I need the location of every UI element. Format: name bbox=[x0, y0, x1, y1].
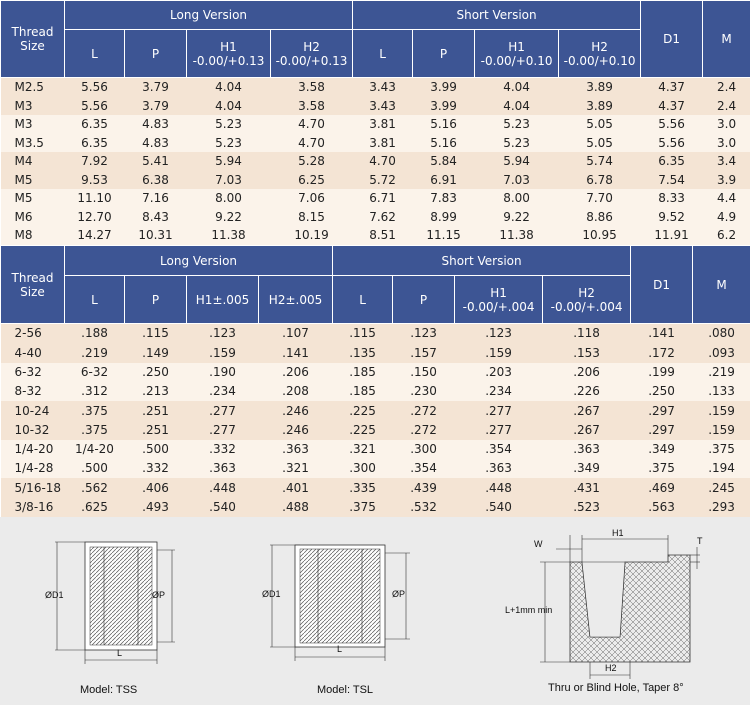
dimension-cell: .363 bbox=[259, 440, 333, 459]
dimension-cell: .199 bbox=[631, 363, 693, 382]
dimension-cell: .172 bbox=[631, 343, 693, 362]
dimension-cell: 6.35 bbox=[65, 115, 125, 134]
imperial-short-col-header: H1 -0.00/+.004 bbox=[455, 276, 543, 324]
dimension-cell: 3.58 bbox=[271, 97, 353, 116]
dimension-cell: .159 bbox=[693, 401, 750, 420]
metric-long-col-header: H2 -0.00/+0.13 bbox=[271, 30, 353, 78]
dimension-cell: 4.4 bbox=[703, 189, 750, 208]
dimension-cell: 5.56 bbox=[641, 134, 703, 153]
thread-size-cell: 4-40 bbox=[1, 343, 65, 362]
technical-drawings-panel bbox=[0, 517, 750, 705]
hole-w-label: W bbox=[534, 539, 543, 549]
dimension-cell: 6.78 bbox=[559, 171, 641, 190]
dimension-cell: .297 bbox=[631, 421, 693, 440]
dimension-cell: .277 bbox=[455, 421, 543, 440]
dimension-cell: .563 bbox=[631, 498, 693, 517]
dimension-cell: .540 bbox=[187, 498, 259, 517]
imperial-m-header: M bbox=[693, 246, 750, 324]
imperial-long-col-header: P bbox=[125, 276, 187, 324]
dimension-cell: 5.56 bbox=[641, 115, 703, 134]
dimension-cell: 8.00 bbox=[187, 189, 271, 208]
dimension-cell: 5.56 bbox=[65, 97, 125, 116]
thread-size-cell: M5 bbox=[1, 189, 65, 208]
dimension-cell: 14.27 bbox=[65, 226, 125, 245]
dimension-cell: .135 bbox=[333, 343, 393, 362]
dimension-cell: .123 bbox=[393, 324, 455, 344]
dimension-cell: 4.9 bbox=[703, 208, 750, 227]
dimension-cell: .213 bbox=[125, 382, 187, 401]
dimension-cell: 4.83 bbox=[125, 134, 187, 153]
dimension-cell: .540 bbox=[455, 498, 543, 517]
table-row bbox=[1, 459, 750, 478]
dimension-cell: 4.37 bbox=[641, 97, 703, 116]
dimension-cell: 8.15 bbox=[271, 208, 353, 227]
dimension-cell: .375 bbox=[65, 401, 125, 420]
thread-size-cell: M3 bbox=[1, 97, 65, 116]
dimension-cell: .277 bbox=[187, 401, 259, 420]
dimension-cell: .115 bbox=[333, 324, 393, 344]
metric-short-col-header: P bbox=[413, 30, 475, 78]
dimension-cell: .250 bbox=[125, 363, 187, 382]
imperial-d1-header: D1 bbox=[631, 246, 693, 324]
dimension-cell: .234 bbox=[187, 382, 259, 401]
dimension-cell: 5.16 bbox=[413, 134, 475, 153]
dimension-cell: 4.70 bbox=[271, 134, 353, 153]
metric-short-col-header: H1 -0.00/+0.10 bbox=[475, 30, 559, 78]
thread-size-cell: M5 bbox=[1, 171, 65, 190]
dimension-cell: .188 bbox=[65, 324, 125, 344]
imperial-short-col-header: L bbox=[333, 276, 393, 324]
thread-size-cell: M2.5 bbox=[1, 78, 65, 97]
dimension-cell: 3.58 bbox=[271, 78, 353, 97]
dimension-cell: 5.56 bbox=[65, 78, 125, 97]
dimension-cell: 3.81 bbox=[353, 134, 413, 153]
dimension-cell: 5.84 bbox=[413, 152, 475, 171]
dimension-cell: .157 bbox=[393, 343, 455, 362]
table-row bbox=[1, 115, 750, 134]
dimension-cell: 8.00 bbox=[475, 189, 559, 208]
dimension-cell: 8.86 bbox=[559, 208, 641, 227]
dimension-cell: .251 bbox=[125, 401, 187, 420]
metric-dimension-table bbox=[0, 0, 750, 245]
dimension-cell: 5.41 bbox=[125, 152, 187, 171]
tss-l-label: L bbox=[117, 648, 122, 658]
dimension-cell: .267 bbox=[543, 401, 631, 420]
dimension-cell: .354 bbox=[455, 440, 543, 459]
dimension-cell: 11.38 bbox=[187, 226, 271, 245]
thread-size-cell: 5/16-18 bbox=[1, 478, 65, 497]
thread-size-cell: 6-32 bbox=[1, 363, 65, 382]
dimension-cell: .363 bbox=[455, 459, 543, 478]
dimension-cell: 2.4 bbox=[703, 78, 750, 97]
dimension-cell: .297 bbox=[631, 401, 693, 420]
dimension-cell: 7.03 bbox=[187, 171, 271, 190]
dimension-cell: .208 bbox=[259, 382, 333, 401]
imperial-long-version-header: Long Version bbox=[65, 246, 333, 276]
metric-long-col-header: P bbox=[125, 30, 187, 78]
dimension-cell: .272 bbox=[393, 401, 455, 420]
dimension-cell: .401 bbox=[259, 478, 333, 497]
table-row bbox=[1, 152, 750, 171]
dimension-cell: 4.04 bbox=[475, 97, 559, 116]
table-row bbox=[1, 208, 750, 227]
metric-long-col-header: L bbox=[65, 30, 125, 78]
dimension-cell: 4.04 bbox=[475, 78, 559, 97]
dimension-cell: .431 bbox=[543, 478, 631, 497]
dimension-cell: 3.99 bbox=[413, 97, 475, 116]
table-row bbox=[1, 324, 750, 344]
dimension-cell: .234 bbox=[455, 382, 543, 401]
dimension-cell: .332 bbox=[187, 440, 259, 459]
thread-size-cell: M3.5 bbox=[1, 134, 65, 153]
dimension-cell: 5.74 bbox=[559, 152, 641, 171]
dimension-cell: .159 bbox=[187, 343, 259, 362]
dimension-cell: .272 bbox=[393, 421, 455, 440]
dimension-cell: .246 bbox=[259, 401, 333, 420]
dimension-cell: .321 bbox=[259, 459, 333, 478]
dimension-cell: .277 bbox=[455, 401, 543, 420]
dimension-cell: .141 bbox=[631, 324, 693, 344]
dimension-cell: .206 bbox=[259, 363, 333, 382]
table-row bbox=[1, 78, 750, 97]
dimension-cell: .375 bbox=[631, 459, 693, 478]
thread-size-cell: 10-24 bbox=[1, 401, 65, 420]
dimension-cell: 4.83 bbox=[125, 115, 187, 134]
dimension-cell: 4.04 bbox=[187, 78, 271, 97]
dimension-cell: .133 bbox=[693, 382, 750, 401]
metric-short-version-header: Short Version bbox=[353, 1, 641, 30]
dimension-cell: .185 bbox=[333, 363, 393, 382]
table-row bbox=[1, 363, 750, 382]
hole-drawing bbox=[505, 528, 703, 679]
dimension-cell: 3.4 bbox=[703, 152, 750, 171]
dimension-cell: .185 bbox=[333, 382, 393, 401]
dimension-cell: .251 bbox=[125, 421, 187, 440]
dimension-cell: 3.0 bbox=[703, 115, 750, 134]
dimension-cell: 10.19 bbox=[271, 226, 353, 245]
dimension-cell: 5.23 bbox=[187, 115, 271, 134]
tsl-caption: Model: TSL bbox=[317, 684, 373, 696]
dimension-cell: 8.33 bbox=[641, 189, 703, 208]
dimension-cell: .406 bbox=[125, 478, 187, 497]
dimension-cell: 3.79 bbox=[125, 78, 187, 97]
dimension-cell: .203 bbox=[455, 363, 543, 382]
dimension-cell: .277 bbox=[187, 421, 259, 440]
dimension-cell: .375 bbox=[65, 421, 125, 440]
technical-drawings-svg bbox=[0, 517, 750, 705]
imperial-long-col-header: H2±.005 bbox=[259, 276, 333, 324]
dimension-cell: .267 bbox=[543, 421, 631, 440]
dimension-cell: .219 bbox=[693, 363, 750, 382]
dimension-cell: .219 bbox=[65, 343, 125, 362]
table-row bbox=[1, 478, 750, 497]
dimension-cell: .159 bbox=[455, 343, 543, 362]
tss-p-label: ØP bbox=[152, 590, 165, 600]
table-row bbox=[1, 97, 750, 116]
tss-drawing bbox=[45, 542, 175, 664]
imperial-short-col-header: H2 -0.00/+.004 bbox=[543, 276, 631, 324]
metric-thread-size-header: Thread Size bbox=[1, 1, 65, 78]
metric-short-col-header: H2 -0.00/+0.10 bbox=[559, 30, 641, 78]
thread-size-cell: 10-32 bbox=[1, 421, 65, 440]
dimension-cell: 3.99 bbox=[413, 78, 475, 97]
dimension-cell: .300 bbox=[333, 459, 393, 478]
dimension-cell: 8.99 bbox=[413, 208, 475, 227]
table-row bbox=[1, 382, 750, 401]
dimension-cell: 5.94 bbox=[187, 152, 271, 171]
table-row bbox=[1, 171, 750, 190]
dimension-cell: 7.16 bbox=[125, 189, 187, 208]
dimension-cell: 7.70 bbox=[559, 189, 641, 208]
dimension-cell: 6.38 bbox=[125, 171, 187, 190]
tsl-l-label: L bbox=[337, 644, 342, 654]
dimension-cell: 9.22 bbox=[475, 208, 559, 227]
dimension-cell: 3.81 bbox=[353, 115, 413, 134]
metric-short-col-header: L bbox=[353, 30, 413, 78]
thread-size-cell: 1/4-28 bbox=[1, 459, 65, 478]
dimension-cell: 8.43 bbox=[125, 208, 187, 227]
table-row bbox=[1, 226, 750, 245]
dimension-cell: .080 bbox=[693, 324, 750, 344]
dimension-cell: .363 bbox=[543, 440, 631, 459]
dimension-cell: .523 bbox=[543, 498, 631, 517]
dimension-cell: .335 bbox=[333, 478, 393, 497]
dimension-cell: 4.70 bbox=[353, 152, 413, 171]
dimension-cell: 11.91 bbox=[641, 226, 703, 245]
dimension-cell: .194 bbox=[693, 459, 750, 478]
dimension-cell: 2.4 bbox=[703, 97, 750, 116]
metric-subheader-row bbox=[1, 30, 750, 78]
dimension-cell: 7.83 bbox=[413, 189, 475, 208]
dimension-cell: 11.10 bbox=[65, 189, 125, 208]
dimension-cell: 5.28 bbox=[271, 152, 353, 171]
dimension-cell: .093 bbox=[693, 343, 750, 362]
dimension-cell: .159 bbox=[693, 421, 750, 440]
dimension-cell: .149 bbox=[125, 343, 187, 362]
dimension-cell: 5.16 bbox=[413, 115, 475, 134]
dimension-cell: 5.72 bbox=[353, 171, 413, 190]
dimension-cell: .141 bbox=[259, 343, 333, 362]
dimension-cell: .448 bbox=[455, 478, 543, 497]
imperial-thread-size-header: Thread Size bbox=[1, 246, 65, 324]
dimension-cell: 11.15 bbox=[413, 226, 475, 245]
dimension-cell: 6.35 bbox=[641, 152, 703, 171]
imperial-long-col-header: L bbox=[65, 276, 125, 324]
dimension-cell: .123 bbox=[455, 324, 543, 344]
tsl-p-label: ØP bbox=[392, 589, 405, 599]
dimension-cell: .562 bbox=[65, 478, 125, 497]
table-row bbox=[1, 498, 750, 517]
dimension-cell: .349 bbox=[543, 459, 631, 478]
dimension-cell: .118 bbox=[543, 324, 631, 344]
dimension-cell: 4.70 bbox=[271, 115, 353, 134]
dimension-cell: .349 bbox=[631, 440, 693, 459]
dimension-cell: .439 bbox=[393, 478, 455, 497]
dimension-cell: 6.25 bbox=[271, 171, 353, 190]
dimension-cell: 5.23 bbox=[475, 115, 559, 134]
dimension-cell: .500 bbox=[65, 459, 125, 478]
metric-long-col-header: H1 -0.00/+0.13 bbox=[187, 30, 271, 78]
dimension-cell: .375 bbox=[333, 498, 393, 517]
dimension-cell: .246 bbox=[259, 421, 333, 440]
dimension-cell: .375 bbox=[693, 440, 750, 459]
dimension-cell: 5.94 bbox=[475, 152, 559, 171]
tss-caption: Model: TSS bbox=[80, 684, 137, 696]
dimension-cell: .312 bbox=[65, 382, 125, 401]
dimension-cell: .293 bbox=[693, 498, 750, 517]
dimension-cell: 11.38 bbox=[475, 226, 559, 245]
dimension-cell: 3.89 bbox=[559, 97, 641, 116]
dimension-cell: 6.2 bbox=[703, 226, 750, 245]
dimension-cell: 3.9 bbox=[703, 171, 750, 190]
dimension-cell: 1/4-20 bbox=[65, 440, 125, 459]
dimension-cell: .190 bbox=[187, 363, 259, 382]
thread-size-cell: M4 bbox=[1, 152, 65, 171]
dimension-cell: 6.91 bbox=[413, 171, 475, 190]
thread-size-cell: 2-56 bbox=[1, 324, 65, 344]
dimension-cell: 9.53 bbox=[65, 171, 125, 190]
dimension-cell: 4.37 bbox=[641, 78, 703, 97]
dimension-cell: 6-32 bbox=[65, 363, 125, 382]
imperial-dimension-table bbox=[0, 245, 750, 517]
dimension-cell: 5.05 bbox=[559, 115, 641, 134]
metric-d1-header: D1 bbox=[641, 1, 703, 78]
dimension-cell: .150 bbox=[393, 363, 455, 382]
hole-h1-label: H1 bbox=[612, 528, 624, 538]
dimension-cell: 7.92 bbox=[65, 152, 125, 171]
dimension-cell: 7.06 bbox=[271, 189, 353, 208]
dimension-cell: .469 bbox=[631, 478, 693, 497]
imperial-short-version-header: Short Version bbox=[333, 246, 631, 276]
thread-size-cell: M6 bbox=[1, 208, 65, 227]
dimension-cell: .230 bbox=[393, 382, 455, 401]
dimension-cell: .354 bbox=[393, 459, 455, 478]
dimension-cell: .532 bbox=[393, 498, 455, 517]
table-row bbox=[1, 421, 750, 440]
dimension-cell: 12.70 bbox=[65, 208, 125, 227]
dimension-cell: 9.22 bbox=[187, 208, 271, 227]
dimension-cell: 4.04 bbox=[187, 97, 271, 116]
dimension-cell: 10.95 bbox=[559, 226, 641, 245]
thread-size-cell: 8-32 bbox=[1, 382, 65, 401]
dimension-cell: .321 bbox=[333, 440, 393, 459]
dimension-cell: .488 bbox=[259, 498, 333, 517]
dimension-cell: .332 bbox=[125, 459, 187, 478]
metric-table-body bbox=[1, 78, 750, 246]
metric-m-header: M bbox=[703, 1, 750, 78]
dimension-cell: 7.54 bbox=[641, 171, 703, 190]
dimension-cell: .206 bbox=[543, 363, 631, 382]
dimension-cell: .493 bbox=[125, 498, 187, 517]
hole-depth-label: L+1mm min bbox=[505, 605, 552, 615]
dimension-cell: 3.43 bbox=[353, 97, 413, 116]
dimension-cell: 7.62 bbox=[353, 208, 413, 227]
dimension-cell: .123 bbox=[187, 324, 259, 344]
thread-size-cell: M3 bbox=[1, 115, 65, 134]
dimension-cell: 3.43 bbox=[353, 78, 413, 97]
table-row bbox=[1, 440, 750, 459]
dimension-cell: 3.0 bbox=[703, 134, 750, 153]
tsl-d1-label: ØD1 bbox=[262, 589, 281, 599]
table-row bbox=[1, 189, 750, 208]
metric-long-version-header: Long Version bbox=[65, 1, 353, 30]
table-row bbox=[1, 343, 750, 362]
thread-size-cell: 3/8-16 bbox=[1, 498, 65, 517]
dimension-cell: .153 bbox=[543, 343, 631, 362]
dimension-cell: .107 bbox=[259, 324, 333, 344]
dimension-cell: 5.23 bbox=[475, 134, 559, 153]
dimension-cell: 3.79 bbox=[125, 97, 187, 116]
thread-size-cell: 1/4-20 bbox=[1, 440, 65, 459]
dimension-cell: 5.05 bbox=[559, 134, 641, 153]
dimension-cell: 6.35 bbox=[65, 134, 125, 153]
dimension-cell: .226 bbox=[543, 382, 631, 401]
hole-t-label: T bbox=[697, 536, 703, 546]
dimension-cell: .245 bbox=[693, 478, 750, 497]
dimension-cell: .625 bbox=[65, 498, 125, 517]
dimension-cell: 8.51 bbox=[353, 226, 413, 245]
dimension-cell: 7.03 bbox=[475, 171, 559, 190]
dimension-cell: .363 bbox=[187, 459, 259, 478]
imperial-table-body bbox=[1, 324, 750, 518]
imperial-short-col-header: P bbox=[393, 276, 455, 324]
tss-d1-label: ØD1 bbox=[45, 590, 64, 600]
hole-caption: Thru or Blind Hole, Taper 8° bbox=[548, 682, 684, 694]
dimension-cell: 10.31 bbox=[125, 226, 187, 245]
dimension-cell: 5.23 bbox=[187, 134, 271, 153]
table-row bbox=[1, 134, 750, 153]
thread-size-cell: M8 bbox=[1, 226, 65, 245]
hole-h2-label: H2 bbox=[605, 663, 617, 673]
dimension-cell: 6.71 bbox=[353, 189, 413, 208]
dimension-cell: .225 bbox=[333, 421, 393, 440]
table-row bbox=[1, 401, 750, 420]
dimension-cell: 3.89 bbox=[559, 78, 641, 97]
dimension-cell: .250 bbox=[631, 382, 693, 401]
dimension-cell: .500 bbox=[125, 440, 187, 459]
dimension-cell: .300 bbox=[393, 440, 455, 459]
dimension-cell: .448 bbox=[187, 478, 259, 497]
dimension-cell: .225 bbox=[333, 401, 393, 420]
imperial-long-col-header: H1±.005 bbox=[187, 276, 259, 324]
dimension-cell: .115 bbox=[125, 324, 187, 344]
tsl-drawing bbox=[262, 545, 410, 661]
dimension-cell: 9.52 bbox=[641, 208, 703, 227]
